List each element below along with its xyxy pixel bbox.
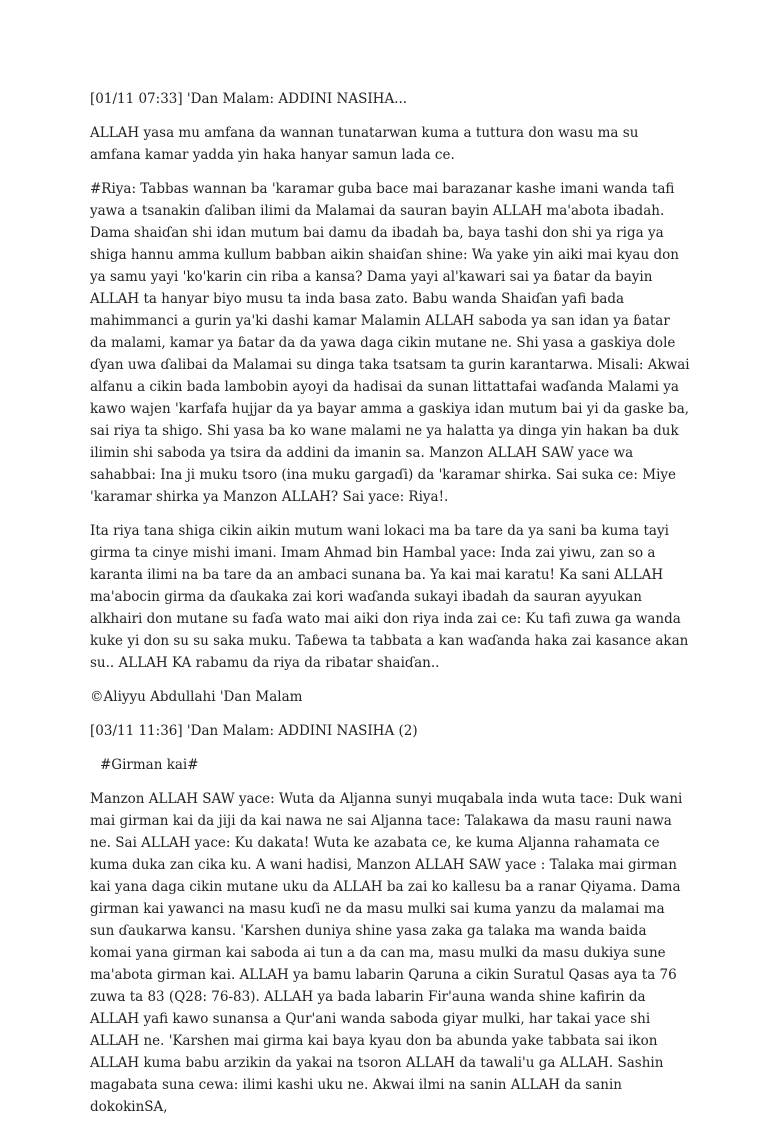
- girman-kai-paragraph: Manzon ALLAH SAW yace: Wuta da Aljanna sunyi muqabala inda wuta tace: Duk wani mai girman kai da jiji da kai nawa ne sai Aljanna tace: Talakawa da masu rauni nawa ne. Sai ALLAH yace: Ku dakata! Wuta ke azabata ce, ke kuma Aljanna rahamata ce kuma duka zan cika ku. A wani hadisi, Manzon ALLAH SAW yace : Talaka mai girman kai yana daga cikin mutane uku da ALLAH ba zai ko kallesu ba a ranar Qiyama. Dama girman kai yawanci na masu kuɗi ne da masu mulki sai kuma yanzu da malamai ma sun ɗaukarwa kansu. 'Karshen duniya shine yasa zaka ga talaka ma wanda baida komai yana girman kai saboda ai tun a da can ma, masu mulki da masu dukiya sune ma'abota girman kai. ALLAH ya bamu labarin Qaruna a cikin Suratul Qasas aya ta 76 zuwa ta 83 (Q28: 76-83). ALLAH ya bada labarin Fir'auna wanda shine kafirin da ALLAH yafi kawo sunansa a Qur'ani wanda saboda giyar mulki, har takai yace shi ALLAH ne. 'Karshen mai girma kai baya kyau don ba abunda yake tabbata sai ikon ALLAH kuma babu arzikin da yakai na tsoron ALLAH da tawali'u ga ALLAH. Sashin magabata suna cewa: ilimi kashi uku ne. Akwai ilmi na sanin ALLAH da sanin dokokinSA,: [90, 791, 683, 1115]
- message-header-1: [01/11 07:33] 'Dan Malam: ADDINI NASIHA...: [90, 91, 408, 107]
- document-page: [90, 88, 690, 1130]
- girman-kai-heading: #Girman kai#: [100, 757, 199, 773]
- riya-paragraph: #Riya: Tabbas wannan ba 'karamar guba bace mai barazanar kashe imani wanda tafi yawa a tsanakin ɗaliban ilimi da Malamai da sauran bayin ALLAH ma'abota ibadah. Dama shaiɗan shi idan mutum bai damu da ibadah ba, baya tashi don shi ya riga ya shiga hannu amma kullum babban aikin shaiɗan shine: Wa yake yin aiki mai kyau don ya samu yayi 'ko'karin cin riba a kansa? Dama yayi al'kawari sai ya ɓatar da bayin ALLAH ta hanyar biyo musu ta inda basa zato. Babu wanda Shaiɗan yafi bada mahimmanci a gurin ya'ki dashi kamar Malamin ALLAH saboda ya san idan ya ɓatar da malami, kamar ya ɓatar da da yawa daga cikin mutane ne. Shi yasa a gaskiya dole ɗyan uwa ɗalibai da Malamai su dinga taka tsatsam ta gurin karantarwa. Misali: Akwai alfanu a cikin bada lambobin ayoyi da hadisai da sunan littattafai waɗanda Malami ya kawo wajen 'karfafa hujjar da ya bayar amma a gaskiya idan mutum bai yi da gaske ba, sai riya ta shigo. Shi yasa ba ko wane malami ne ya halatta ya dinga yin hakan ba duk ilimin shi saboda ya tsira da addini da imanin sa. Manzon ALLAH SAW yace wa sahabbai: Ina ji muku tsoro (ina muku gargaɗi) da 'karamar shirka. Sai suka ce: Miye 'karamar shirka ya Manzon ALLAH? Sai yace: Riya!.: [90, 181, 690, 505]
- intro-paragraph: ALLAH yasa mu amfana da wannan tunatarwan kuma a tuttura don wasu ma su amfana kamar yadda yin haka hanyar samun lada ce.: [90, 125, 639, 163]
- author-signature: ©Aliyyu Abdullahi 'Dan Malam: [90, 689, 303, 705]
- riya-continuation-paragraph: Ita riya tana shiga cikin aikin mutum wani lokaci ma ba tare da ya sani ba kuma tayi girma ta cinye mishi imani. Imam Ahmad bin Hambal yace: Inda zai yiwu, zan so a karanta ilimi na ba tare da an ambaci sunana ba. Ya kai mai karatu! Ka sani ALLAH ma'abocin girma da ɗaukaka zai kori waɗanda sukayi ibadah da sauran ayyukan alkhairi don mutane su faɗa wato mai aiki don riya inda zai ce: Ku tafi zuwa ga wanda kuke yi don su su saka muku. Taɓewa ta tabbata a kan waɗanda haka zai kasance akan su.. ALLAH KA rabamu da riya da ribatar shaiɗan..: [90, 523, 689, 671]
- message-header-2: [03/11 11:36] 'Dan Malam: ADDINI NASIHA (2): [90, 723, 418, 739]
